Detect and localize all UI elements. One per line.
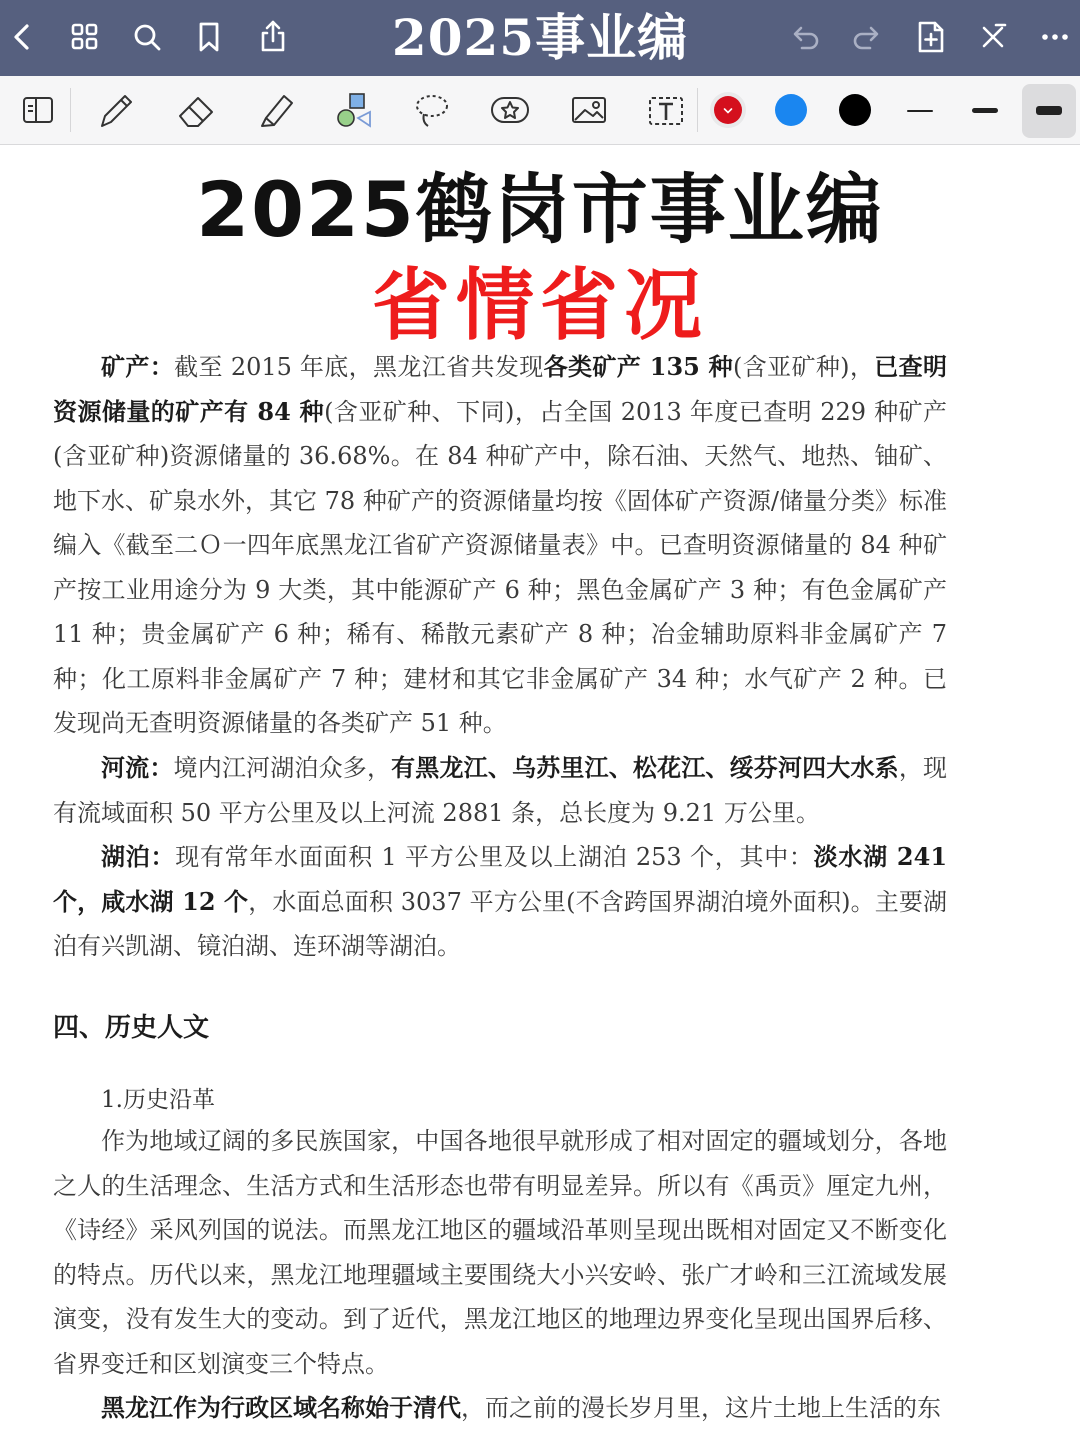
chevron-left-icon[interactable] <box>0 14 46 60</box>
stroke-width-thin[interactable] <box>895 86 945 136</box>
bookmark-icon[interactable] <box>186 14 232 60</box>
eraser-icon[interactable] <box>172 86 220 134</box>
minerals-paragraph <box>53 345 947 746</box>
toolbar-divider <box>70 88 71 132</box>
add-page-icon[interactable] <box>908 14 954 60</box>
minerals-label: 矿产： <box>101 352 175 381</box>
minerals-text: (含亚矿种)， <box>732 353 875 381</box>
minerals-text: 截至 2015 年底，黑龙江省共发现 <box>174 353 544 381</box>
undo-icon[interactable] <box>782 14 828 60</box>
last-bold-text: 黑龙江作为行政区域名称始于清代 <box>101 1393 461 1422</box>
top-nav-bar <box>0 0 1080 76</box>
app-title: 2025事业编 <box>391 8 689 67</box>
text-icon[interactable] <box>642 86 690 134</box>
lakes-bold-text: 淡水湖 241 个，咸水湖 12 个 <box>53 842 948 916</box>
lasso-icon[interactable] <box>408 86 456 134</box>
close-icon[interactable] <box>970 14 1016 60</box>
redo-icon[interactable] <box>844 14 890 60</box>
sticker-icon[interactable] <box>486 86 534 134</box>
lakes-paragraph <box>53 835 947 969</box>
minerals-bold-text: 各类矿产 135 种 <box>543 352 733 381</box>
lakes-text: 现有常年水面面积 1 平方公里及以上湖泊 253 个，其中： <box>175 843 814 871</box>
share-icon[interactable] <box>250 14 296 60</box>
search-icon[interactable] <box>124 14 170 60</box>
section-heading: 四、历史人文 <box>53 1013 210 1043</box>
rivers-bold-text: 有黑龙江、乌苏里江、松花江、绥芬河四大水系 <box>391 753 899 782</box>
color-swatch-blue[interactable] <box>775 94 807 126</box>
history-paragraph: 作为地域辽阔的多民族国家，中国各地很早就形成了相对固定的疆域划分，各地之人的生活理念、生活方式和生活形态也带有明显差异。所以有《禹贡》厘定九州，《诗经》采风列国的说法。而黑龙江地区的疆域沿革则呈现出既相对固定又不断变化的特点。历代以来，黑龙江地理疆域主要围绕大小兴安岭、张广才岭和三江流域发展演变，没有发生大的变动。到了近代，黑龙江地区的地理边界变化呈现出国界后移、省界变迁和区划演变三个特点。 <box>53 1127 947 1378</box>
subsection-heading: 1.历史沿革 <box>101 1087 215 1113</box>
rivers-paragraph <box>53 746 947 835</box>
pen-icon[interactable] <box>92 86 140 134</box>
rivers-text: ，现有流域面积 50 平方公里及以上河流 2881 条，总长度为 9.21 万公里。 <box>53 754 948 827</box>
toolbar-divider <box>697 88 698 132</box>
color-swatch-black[interactable] <box>839 94 871 126</box>
shapes-icon[interactable] <box>330 86 378 134</box>
page-layout-icon[interactable] <box>14 86 62 134</box>
more-icon[interactable] <box>1032 14 1078 60</box>
last-text: ，而之前的漫长岁月里，这片土地上生活的东 <box>461 1394 941 1422</box>
lakes-label: 湖泊： <box>101 842 176 871</box>
annotation-toolbar <box>0 76 1080 145</box>
document-page <box>0 145 1080 1440</box>
minerals-text: (含亚矿种、下同)，占全国 2013 年度已查明 229 种矿产(含亚矿种)资源储量的 36.68%。在 84 种矿产中，除石油、天然气、地热、铀矿、地下水、矿泉水外，其它 78 种矿产的资源储量均按《固体矿产资源/储量分类》标准编入《截至二Ｏ一四年底黑龙江省矿产资源储量表》中。已查明资源储量的 84 种矿产按工业用途分为 9 大类，其中能源矿产 6 种；黑色金属矿产 3 种；有色金属矿产 11 种；贵金属矿产 6 种；稀有、稀散元素矿产 8 种；冶金辅助原料非金属矿产 7 种；化工原料非金属矿产 7 种；建材和其它非金属矿产 34 种；水气矿产 2 种。已发现尚无查明资源储量的各类矿产 51 种。 <box>53 397 947 737</box>
lakes-text: ，水面总面积 3037 平方公里(不含跨国界湖泊境外面积)。主要湖泊有兴凯湖、镜泊湖、连环湖等湖泊。 <box>53 887 948 960</box>
highlighter-icon[interactable] <box>252 86 300 134</box>
stroke-width-thick[interactable] <box>1022 84 1076 138</box>
grid-icon[interactable] <box>62 14 108 60</box>
rivers-text: 境内江河湖泊众多， <box>173 754 392 782</box>
last-paragraph <box>53 1386 947 1431</box>
stroke-width-medium[interactable] <box>960 86 1010 136</box>
image-icon[interactable] <box>565 86 613 134</box>
color-swatch-red[interactable] <box>712 94 744 126</box>
minerals-bold-text: 已查明资源储量的矿产有 84 种 <box>53 352 948 426</box>
document-subtitle: 省情省况 <box>371 261 708 351</box>
document-title: 2025鹤岗市事业编 <box>196 165 884 254</box>
rivers-label: 河流： <box>101 753 174 782</box>
